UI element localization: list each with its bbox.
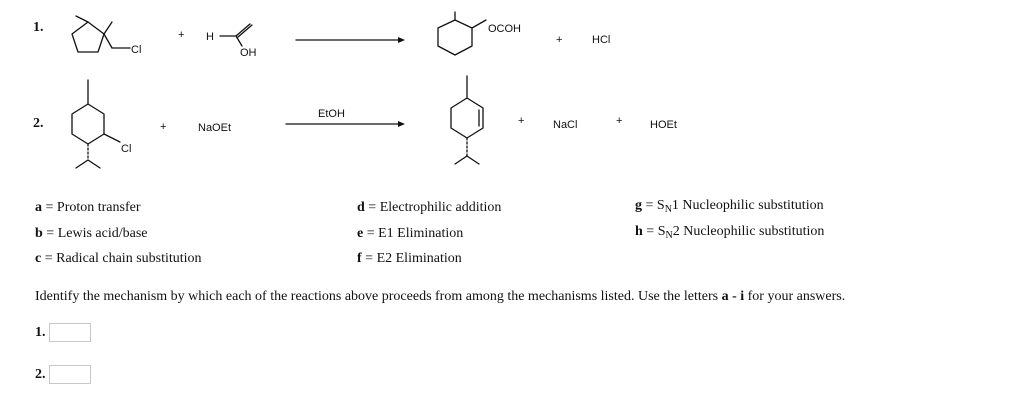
mechanism-f: f = E2 Elimination <box>357 251 462 266</box>
answer-2-input[interactable] <box>49 365 91 384</box>
product-alkene-structure <box>451 76 483 164</box>
reactant-menthyl-chloride-structure <box>72 80 120 168</box>
byproduct-nacl: NaCl <box>553 119 578 131</box>
reaction-2-number: 2. <box>33 116 44 131</box>
reagent-label: NaOEt <box>198 122 232 134</box>
formic-acid-h-label: H <box>206 31 214 43</box>
product-1-label: OCOH <box>488 23 521 35</box>
formic-acid-oh-label: OH <box>240 47 257 59</box>
reaction-scheme <box>0 0 1024 190</box>
answer-1-label: 1. <box>35 325 46 340</box>
reaction-2-plus-1: + <box>160 121 167 133</box>
mechanism-b: b = Lewis acid/base <box>35 226 148 241</box>
reaction-1-plus-1: + <box>178 29 185 41</box>
byproduct-hoet: HOEt <box>650 119 677 131</box>
mechanism-a: a = Proton transfer <box>35 200 141 215</box>
mechanism-e: e = E1 Elimination <box>357 226 464 241</box>
mechanism-c: c = Radical chain substitution <box>35 251 202 266</box>
mechanism-g: $g = S_N1$ Nucleophilic substitution <box>635 198 824 215</box>
reactant-1-cl-label: Cl <box>131 44 142 56</box>
answer-2-label: 2. <box>35 367 46 382</box>
question-text: Identify the mechanism by which each of the reactions above proceeds from among the mechanisms listed. Use the letters a - i for your answers. <box>35 289 846 304</box>
reaction-1-byproduct: HCl <box>592 34 611 46</box>
reactant-2-cl-label: Cl <box>121 143 132 155</box>
reaction-1-number: 1. <box>33 20 44 35</box>
reactant-alkyl-chloride-structure <box>72 16 130 52</box>
product-ester-structure <box>438 12 486 55</box>
mechanism-d: d = Electrophilic addition <box>357 200 502 215</box>
mechanism-h: $h = S_N2$ Nucleophilic substitution <box>635 224 825 241</box>
reaction-2-plus-3: + <box>616 115 623 127</box>
answer-1-input[interactable] <box>49 323 91 342</box>
solvent-label: EtOH <box>318 108 345 120</box>
formic-acid-structure <box>220 24 252 46</box>
reaction-1-plus-2: + <box>556 34 563 46</box>
reaction-2-plus-2: + <box>518 115 525 127</box>
